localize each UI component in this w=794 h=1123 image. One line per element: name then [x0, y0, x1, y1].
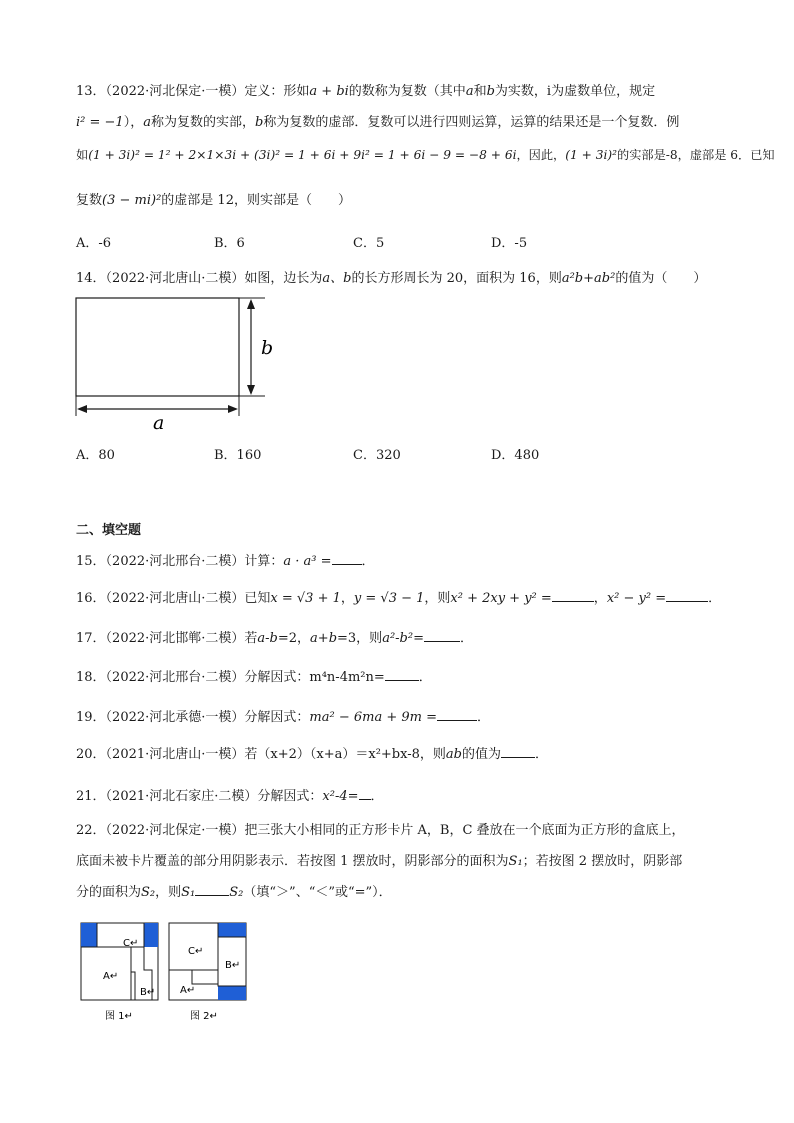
q16-math: x² + 2xy + y² =: [450, 591, 552, 606]
fig1-label-a: A↵: [103, 971, 119, 982]
q14-options: [76, 447, 676, 465]
fig2-label-a: A↵: [180, 985, 196, 996]
q13-text: ），: [123, 115, 144, 130]
q22-text: ，则: [155, 885, 182, 900]
q13-math: i² = −1: [76, 115, 124, 130]
q15-line: [76, 552, 375, 571]
q17-text: ．: [459, 631, 473, 646]
q22-math: S₂: [229, 885, 244, 900]
q13-math: (3 − mi)²: [102, 193, 162, 208]
q18-answer-blank[interactable]: [385, 668, 419, 681]
q13-option-c[interactable]: C．5: [353, 236, 385, 251]
q13-text: 的虚部是 12，则实部是（ ）: [161, 193, 351, 208]
q17-math: a²-b²: [382, 631, 414, 646]
fig2-label-b: B↵: [225, 960, 241, 971]
q14-text: 14．（2022·河北唐山·二模）如图，边长为: [76, 271, 323, 286]
q14-text: 的长方形周长为 20，面积为 16，则: [351, 271, 562, 286]
q16-math: x² − y² =: [606, 591, 667, 606]
q16-text: ，: [340, 591, 354, 606]
q17-text: =: [413, 631, 424, 646]
q18-text: ．: [418, 670, 432, 685]
q21-answer-blank[interactable]: [359, 787, 371, 800]
q13-text: 的实部是-8，虚部是 6．已知: [617, 148, 775, 162]
q19-answer-blank[interactable]: [437, 708, 477, 721]
q14-option-b[interactable]: B．160: [214, 448, 262, 463]
q13-math: (1 + 3i)² = 1² + 2×1×3i + (3i)² = 1 + 6i + 9i² = 1 + 6i − 9 = −8 + 6i: [88, 148, 517, 162]
q13-math: a: [143, 115, 151, 130]
q14-option-c[interactable]: C．320: [353, 448, 401, 463]
q13-text: 和: [473, 84, 487, 99]
fig1-label-b: B↵: [140, 987, 156, 998]
q22-math: S₂: [141, 885, 156, 900]
q13-text: 称为复数的实部，: [150, 115, 255, 130]
q22-answer-blank[interactable]: [195, 883, 229, 896]
q14-rectangle-figure: [70, 292, 280, 437]
q17-text: =2，: [277, 631, 311, 646]
fig2-shaded-bottom-right: [218, 986, 246, 1000]
q22-figure-2: [168, 922, 250, 1030]
q13-text: 称为复数的虚部．复数可以进行四则运算，运算的结果还是一个复数．例: [263, 115, 680, 130]
q22-text: 22．（2022·河北保定·一模）把三张大小相同的正方形卡片 A，B，C 叠放在一个底面为正方形的盒底上，: [76, 823, 685, 838]
q13-option-d[interactable]: D．-5: [491, 236, 528, 251]
q13-options: [76, 235, 676, 253]
q13-option-a[interactable]: A．-6: [76, 236, 112, 251]
q18-text: 18．（2022·河北邢台·二模）分解因式：m⁴n-4m²n=: [76, 670, 385, 685]
q16-line: [76, 589, 721, 608]
q14-text: 的值为（ ）: [615, 271, 707, 286]
q20-text: 20．（2021·河北唐山·一模）若（x+2）（x+a）＝x²+bx-8，则: [76, 747, 446, 762]
q13-option-b[interactable]: B．6: [214, 236, 245, 251]
q20-math: ab: [445, 747, 462, 762]
q22-math: S₁: [181, 885, 196, 900]
q16-text: ，则: [424, 591, 451, 606]
section-title-fill-in: 二、填空题: [76, 523, 142, 538]
q22-line-1: [76, 822, 685, 840]
q15-answer-blank[interactable]: [332, 552, 362, 565]
q16-text: 16．（2022·河北唐山·二模）已知: [76, 591, 271, 606]
q13-line-4: [76, 192, 351, 210]
q14-option-d[interactable]: D．480: [491, 448, 540, 463]
q14-math: a、b: [322, 271, 352, 286]
fig2-caption: 图 2↵: [190, 1011, 218, 1022]
q15-math: a · a³ =: [283, 554, 332, 569]
q14-stem: [76, 270, 706, 288]
q14-arrowhead-up: [247, 299, 255, 309]
q14-label-b: b: [261, 337, 274, 359]
q17-text: 17．（2022·河北邯郸·二模）若: [76, 631, 258, 646]
q17-math: a+b: [310, 631, 338, 646]
q19-text: ．: [476, 710, 490, 725]
q16-math: y = √3 − 1: [353, 591, 425, 606]
q14-math: a²b+ab²: [561, 271, 616, 286]
q22-text: 底面未被卡片覆盖的部分用阴影表示．若按图 1 摆放时，阴影部分的面积为: [76, 854, 509, 869]
q13-math: a + bi: [309, 84, 349, 99]
q16-text: ．: [708, 591, 722, 606]
q17-text: =3，则: [337, 631, 383, 646]
q18-line: [76, 668, 432, 687]
q17-math: a-b: [257, 631, 278, 646]
q13-line-2: [76, 114, 679, 132]
q16-math: x = √3 + 1: [270, 591, 341, 606]
fig1-shaded-top-right: [144, 923, 158, 947]
q22-line-2: [76, 853, 682, 871]
q19-text: 19．（2022·河北承德·一模）分解因式：: [76, 710, 310, 725]
q19-math: ma² − 6ma + 9m =: [309, 710, 437, 725]
q15-text: 15．（2022·河北邢台·二模）计算：: [76, 554, 284, 569]
q20-answer-blank[interactable]: [501, 745, 535, 758]
q21-text: ．: [370, 789, 384, 804]
q13-text: 的数称为复数（其中: [348, 84, 466, 99]
q13-text: 如: [76, 148, 89, 162]
fig1-label-c: C↵: [123, 938, 139, 949]
q13-line-3: [76, 146, 775, 164]
q22-math: S₁: [508, 854, 523, 869]
fig1-caption: 图 1↵: [105, 1011, 133, 1022]
q14-arrowhead-left: [77, 405, 87, 413]
q15-text: ．: [361, 554, 375, 569]
q13-line-1: [76, 83, 655, 101]
q20-text: 的值为: [461, 747, 501, 762]
q16-answer-blank-1[interactable]: [552, 589, 594, 602]
q19-line: [76, 708, 490, 727]
q16-answer-blank-2[interactable]: [666, 589, 708, 602]
q21-line: [76, 787, 384, 806]
q14-label-a: a: [153, 412, 165, 434]
q13-text: 复数: [76, 193, 103, 208]
q22-text: ；若按图 2 摆放时，阴影部: [522, 854, 683, 869]
fig1-shaded-top-left: [81, 923, 97, 947]
q21-text: =: [347, 789, 359, 804]
q13-math: b: [255, 115, 264, 130]
q14-option-a[interactable]: A．80: [76, 448, 115, 463]
q13-text: 13．（2022·河北保定·一模）定义：形如: [76, 84, 310, 99]
q17-answer-blank[interactable]: [424, 629, 460, 642]
q13-math: a: [465, 84, 474, 99]
q13-text: ，因此，: [516, 148, 566, 162]
fig2-shaded-top-right: [218, 923, 246, 937]
q22-figure-1: [80, 922, 162, 1030]
q21-math: x²-4: [322, 789, 348, 804]
q13-text: 为实数，i为虚数单位，规定: [494, 84, 656, 99]
q22-text: （填“＞”、“＜”或“=”）．: [243, 885, 392, 900]
q13-math: (1 + 3i)²: [565, 148, 618, 162]
q13-math: b: [486, 84, 495, 99]
q16-text: ，: [593, 591, 607, 606]
q20-text: ．: [534, 747, 548, 762]
q22-line-3: [76, 883, 392, 902]
q20-line: [76, 745, 548, 764]
q17-line: [76, 629, 473, 648]
q14-arrowhead-down: [247, 385, 255, 395]
q14-arrowhead-right: [228, 405, 238, 413]
fig2-label-c: C↵: [188, 946, 204, 957]
q22-text: 分的面积为: [76, 885, 142, 900]
q14-rectangle: [76, 298, 239, 396]
q21-text: 21．（2021·河北石家庄·二模）分解因式：: [76, 789, 323, 804]
